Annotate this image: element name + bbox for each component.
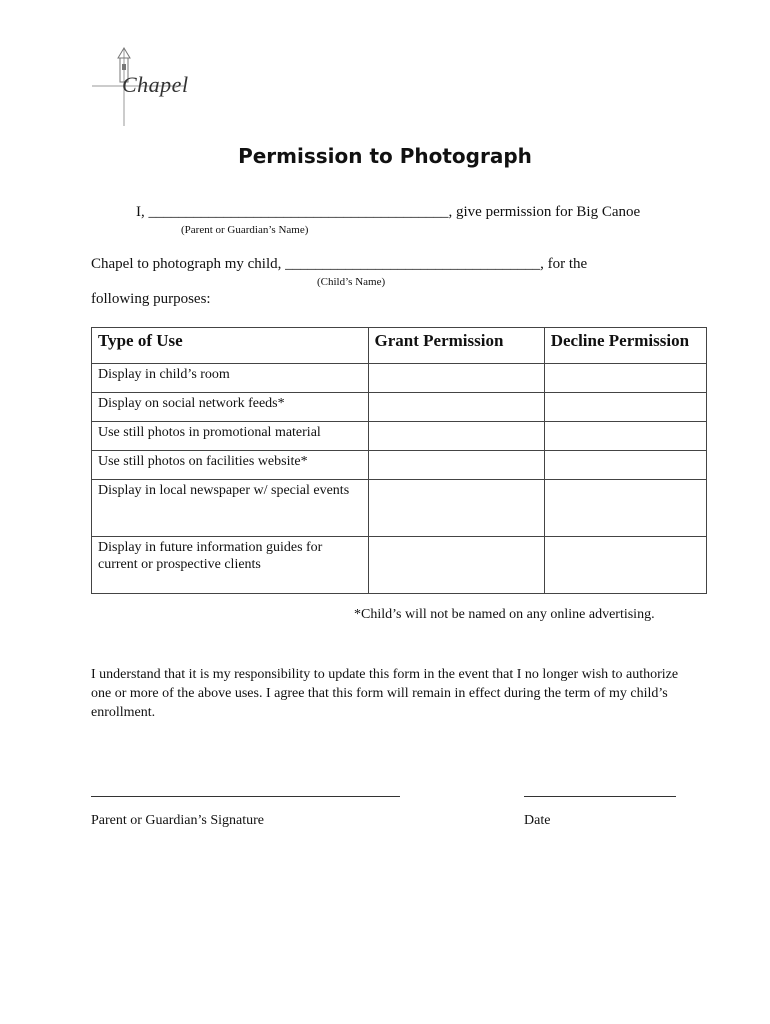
use-label: Use still photos in promotional material [92, 422, 369, 451]
intro-line-3: following purposes: [91, 291, 211, 307]
grant-cell[interactable] [368, 393, 544, 422]
header-decline-permission: Decline Permission [544, 328, 706, 364]
decline-cell[interactable] [544, 364, 706, 393]
parent-name-blank[interactable]: ________________________________________ [148, 204, 449, 220]
grant-cell[interactable] [368, 537, 544, 594]
decline-cell[interactable] [544, 451, 706, 480]
logo-wordmark: Chapel [122, 72, 189, 97]
intro-line-1 [136, 204, 640, 221]
intro-line-2-prefix: Chapel to photograph my child, [91, 256, 286, 272]
use-label: Display in future information guides for current or prospective clients [92, 537, 369, 594]
grant-cell[interactable] [368, 451, 544, 480]
decline-cell[interactable] [544, 422, 706, 451]
table-row [92, 393, 707, 422]
advertising-note: *Child’s will not be named on any online advertising. [354, 607, 655, 622]
header-type-of-use: Type of Use [92, 328, 369, 364]
decline-cell[interactable] [544, 537, 706, 594]
permissions-table [91, 327, 707, 594]
intro-line-1-suffix: , give permission for Big Canoe [448, 204, 641, 220]
chapel-logo [88, 44, 188, 128]
use-label: Display in local newspaper w/ special events [92, 480, 369, 537]
grant-cell[interactable] [368, 422, 544, 451]
date-label: Date [524, 813, 551, 828]
table-row [92, 537, 707, 594]
intro-line-2 [91, 256, 587, 273]
date-line[interactable] [524, 796, 676, 797]
signature-line[interactable] [91, 796, 400, 797]
grant-cell[interactable] [368, 364, 544, 393]
table-row [92, 422, 707, 451]
intro-line-2-suffix: , for the [540, 256, 588, 272]
use-label: Display on social network feeds* [92, 393, 369, 422]
responsibility-paragraph: I understand that it is my responsibility to update this form in the event that I no longer wish to authorize one or more of the above uses. I agree that this form will remain in effect during the term of my child’s enrollment. [91, 667, 679, 720]
signature-label: Parent or Guardian’s Signature [91, 813, 265, 828]
decline-cell[interactable] [544, 393, 706, 422]
use-label: Use still photos on facilities website* [92, 451, 369, 480]
parent-name-caption: (Parent or Guardian’s Name) [181, 224, 309, 236]
intro-line-1-prefix: I, [136, 204, 149, 220]
table-row [92, 364, 707, 393]
use-label: Display in child’s room [92, 364, 369, 393]
child-name-blank[interactable]: __________________________________ [285, 256, 541, 272]
child-name-caption: (Child’s Name) [317, 276, 386, 288]
page-title: Permission to Photograph [238, 144, 532, 168]
table-row [92, 480, 707, 537]
table-header-row [92, 328, 707, 364]
header-grant-permission: Grant Permission [368, 328, 544, 364]
decline-cell[interactable] [544, 480, 706, 537]
grant-cell[interactable] [368, 480, 544, 537]
table-row [92, 451, 707, 480]
